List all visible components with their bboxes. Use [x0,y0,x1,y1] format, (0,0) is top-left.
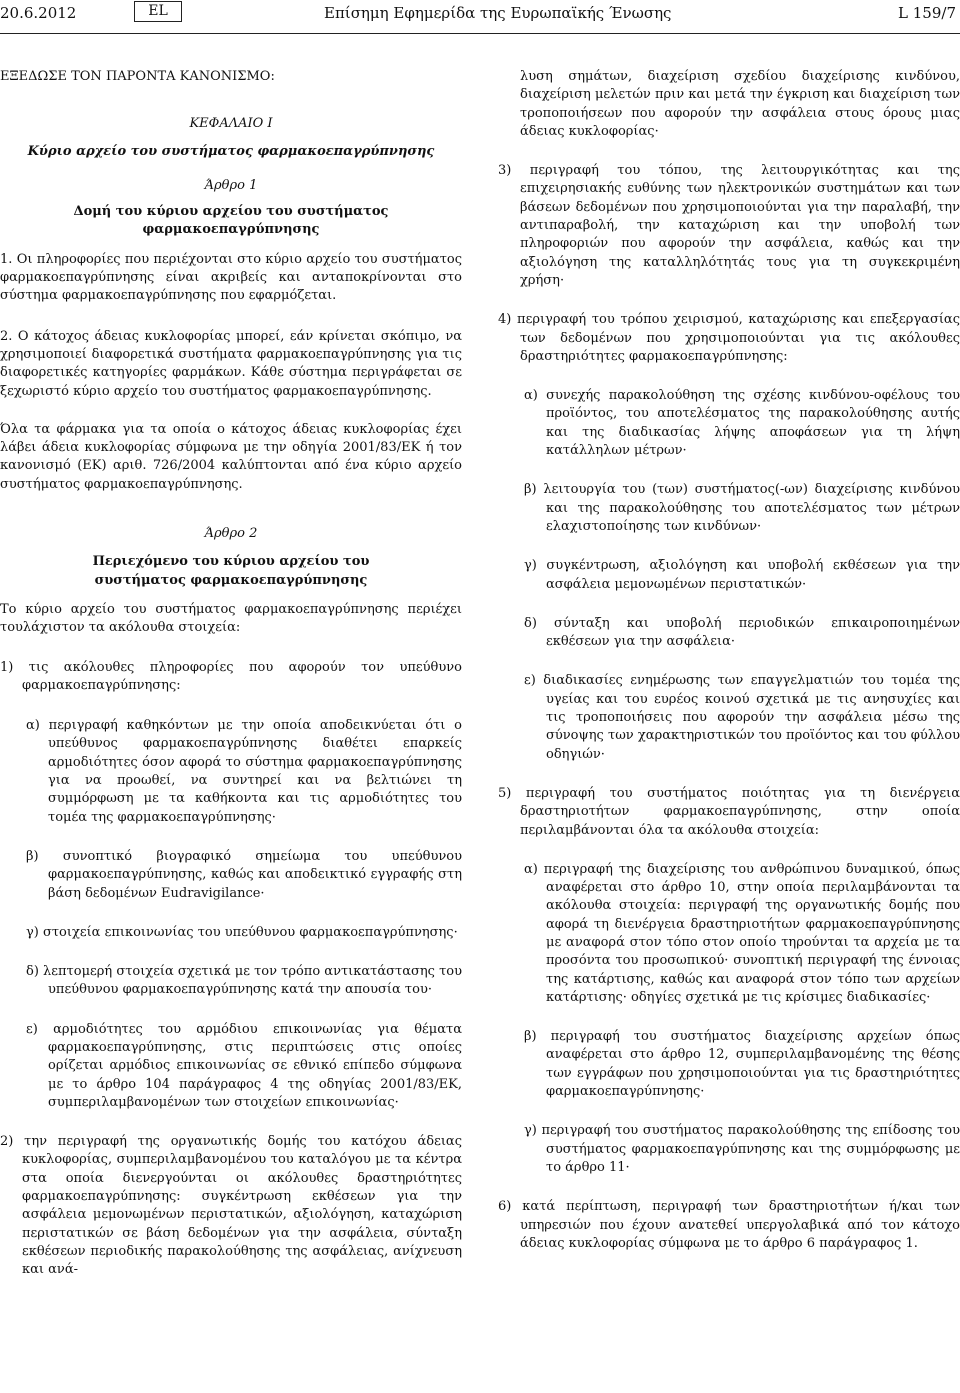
page-reference: L 159/7 [898,4,956,22]
adoption-formula: ΕΞΕΔΩΣΕ ΤΟΝ ΠΑΡΟΝΤΑ ΚΑΝΟΝΙΣΜΟ: [0,69,275,84]
list-item-2: 2) την περιγραφή της οργανωτικής δομής του κατόχου άδειας κυκλοφορίας, συμπεριλαμβανομένου του καταλόγου με τα κέντρα στα οποία διενεργούνται οι ακόλουθες δραστηριότητες φαρμακοεπαγρύπνησης: συγκέντρωση εκθέσεων για την ασφάλεια μεμονωμένων περιστατικών, αξιολόγηση, καταχώριση περιστατικών σε βάση δεδομένων για την ασφάλεια, σύνταξη εκθέσεων περιοδικής παρακολούθησης της ασφάλειας, ανίχνευση και ανά- [0,1134,462,1278]
list-item-1d: δ) λεπτομερή στοιχεία σχετικά με τον τρόπο αντικατάστασης του υπεύθυνου φαρμακοεπαγρύπνησης κατά την απουσία του· [26,964,462,998]
list-item-6: 6) κατά περίπτωση, περιγραφή των δραστηριοτήτων ή/και των υπηρεσιών που έχουν ανατεθεί υπεργολαβικά από τον κάτοχο άδειας κυκλοφορίας σύμφωνα με το άρθρο 6 παράγραφος 1. [498,1199,960,1251]
article-1-paragraph-3: Όλα τα φάρμακα για τα οποία ο κάτοχος άδειας κυκλοφορίας έχει λάβει άδεια κυκλοφορίας σύμφωνα με την οδηγία 2001/83/ΕΚ ή τον κανονισμό (ΕΚ) αριθ. 726/2004 καλύπτονται από ένα κύριο αρχείο συστήματος φαρμακοεπαγρύπνησης. [0,421,462,492]
article-1-title: Δομή του κύριου αρχείου του συστήματος φαρμακοεπαγρύπνησης [73,204,389,238]
right-column [498,68,960,1253]
article-2-label: Άρθρο 2 [204,526,258,542]
chapter-title: Κύριο αρχείο του συστήματος φαρμακοεπαγρύπνησης [27,143,435,159]
publication-date: 20.6.2012 [0,4,77,22]
list-item-4b: β) λειτουργία του (των) συστήματος(-ων) διαχείρισης κινδύνου και της παρακολούθησης του αποτελέσματος των μέτρων ελαχιστοποίησης των κινδύνων· [524,482,960,534]
list-item-1a: α) περιγραφή καθηκόντων με την οποία αποδεικνύεται ότι ο υπεύθυνος φαρμακοεπαγρύπνησης διαθέτει επαρκείς αρμοδιότητες όσον αφορά το σύστημα φαρμακοεπαγρύπνησης για να προωθεί, να συντηρεί και να βελτιώνει τη συμμόρφωση με τα καθήκοντα και τις αρμοδιότητες του τομέα της φαρμακοεπαγρύπνησης· [26,718,462,825]
left-column [0,68,462,1280]
list-item-5c: γ) περιγραφή του συστήματος παρακολούθησης της επίδοσης του συστήματος φαρμακοεπαγρύπνησης και της συμμόρφωσης με το άρθρο 11· [524,1123,960,1175]
chapter-label: ΚΕΦΑΛΑΙΟ I [189,116,273,132]
list-item-1e: ε) αρμοδιότητες του αρμόδιου επικοινωνίας για θέματα φαρμακοεπαγρύπνησης, στις περιπτώσεις στις οποίες ορίζεται αρμόδιος επικοινωνίας σε εθνικό επίπεδο σύμφωνα με το άρθρο 104 παράγραφος 4 της οδηγίας 2001/83/ΕΚ, συμπεριλαμβανομένων των στοιχείων επικοινωνίας· [26,1021,462,1110]
article-1-paragraph-1: 1. Οι πληροφορίες που περιέχονται στο κύριο αρχείο του συστήματος φαρμακοεπαγρύπνησης είναι ακριβείς και ανταποκρίνονται στο σύστημα φαρμακοεπαγρύπνησης που εφαρμόζεται. [0,251,462,304]
list-item-4c: γ) συγκέντρωση, αξιολόγηση και υποβολή εκθέσεων για την ασφάλεια μεμονωμένων περιστατικών· [524,558,960,592]
list-item-1b: β) συνοπτικό βιογραφικό σημείωμα του υπεύθυνου φαρμακοεπαγρύπνησης, καθώς και αποδεικτικό εγγραφής στη βάση δεδομένων Eudravigilance· [26,848,462,901]
list-item-4d: δ) σύνταξη και υποβολή περιοδικών επικαιροποιημένων εκθέσεων για την ασφάλεια· [524,615,960,650]
list-item-1: 1) τις ακόλουθες πληροφορίες που αφορούν τον υπεύθυνο φαρμακοεπαγρύπνησης: [0,659,462,693]
article-1-paragraph-2: 2. Ο κάτοχος άδειας κυκλοφορίας μπορεί, εάν κρίνεται σκόπιμο, να χρησιμοποιεί διαφορετικά συστήματα φαρμακοεπαγρύπνησης για τις διαφορετικές κατηγορίες φαρμάκων. Κάθε σύστημα περιγράφεται σε ξεχωριστό κύριο αρχείο του συστήματος φαρμακοεπαγρύπνησης. [0,328,462,399]
journal-header [0,0,960,40]
list-item-5: 5) περιγραφή του συστήματος ποιότητας για τη διενέργεια δραστηριοτήτων φαρμακοεπαγρύπνησης, στην οποία περιλαμβάνονται όλα τα ακόλουθα στοιχεία: [498,785,960,838]
list-item-5a: α) περιγραφή της διαχείρισης του ανθρώπινου δυναμικού, όπως αναφέρεται στο άρθρο 10, στην οποία περιλαμβάνονται τα ακόλουθα στοιχεία: περιγραφή της οργανωτικής δομής που αφορά τη διενέργεια δραστηριοτήτων φαρμακοεπαγρύπνησης με αναφορά στον τόπο στον οποίο τηρούνται τα αρχεία με τα προσόντα του προσωπικού· συνοπτική περιγραφή της έννοιας της κατάρτισης, καθώς και αναφορά στον τόπο των αρχείων κατάρτισης· οδηγίες σχετικά με τις κρίσιμες διαδικασίες· [524,861,960,1005]
list-item-1c: γ) στοιχεία επικοινωνίας του υπεύθυνου φαρμακοεπαγρύπνησης· [26,924,458,940]
list-item-4e: ε) διαδικασίες ενημέρωσης των επαγγελματιών του τομέα της υγείας και του ευρέος κοινού σχετικά με τις ανησυχίες και τις τροποποιήσεις που αφορούν την ασφάλεια μέσω της σύνοψης των χαρακτηριστικών του προϊόντος και του φύλλου οδηγιών· [524,673,960,762]
journal-title: Επίσημη Εφημερίδα της Ευρωπαϊκής Ένωσης [324,4,672,22]
list-item-3: 3) περιγραφή του τόπου, της λειτουργικότητας και της επιχειρησιακής ευθύνης των ηλεκτρονικών συστημάτων και των βάσεων δεδομένων που χρησιμοποιούνται για την παραλαβή, την αντιπαραβολή, την καταχώριση και την υποβολή των πληροφοριών που αφορούν την ασφάλεια, καθώς και την αξιολόγηση της καταλληλότητάς τους για τη συγκεκριμένη χρήση· [498,163,960,288]
header-rule [0,33,960,34]
language-badge: EL [134,1,182,22]
article-1-label: Άρθρο 1 [204,177,258,193]
list-item-4: 4) περιγραφή του τρόπου χειρισμού, καταχώρισης και επεξεργασίας των δεδομένων που χρησιμοποιούνται για τις ακόλουθες δραστηριότητες φαρμακοεπαγρύπνησης: [498,312,960,364]
list-item-2-continued: λυση σημάτων, διαχείριση σχεδίου διαχείρισης κινδύνου, διαχείριση μελετών πριν και μετά την έγκριση και διαχείριση των τροποποιήσεων που αφορούν την ασφάλεια στους όρους μιας άδειας κυκλοφορίας· [520,69,960,139]
list-item-4a: α) συνεχής παρακολούθηση της σχέσης κινδύνου-οφέλους του προϊόντος, του αποτελέσματος της παρακολούθησης αυτής και της διαδικασίας λήψης αποφάσεων για τη λήψη κατάλληλων μέτρων· [524,388,960,459]
article-2-intro: Το κύριο αρχείο του συστήματος φαρμακοεπαγρύπνησης περιέχει τουλάχιστον τα ακόλουθα στοιχεία: [0,601,462,636]
article-2-title: Περιεχόμενο του κύριου αρχείου του συστήματος φαρμακοεπαγρύπνησης [92,554,370,588]
list-item-5b: β) περιγραφή του συστήματος διαχείρισης αρχείων όπως αναφέρεται στο άρθρο 12, συμπεριλαμβανομένης της θέσης των εγγράφων που χρησιμοποιούνται για τις δραστηριότητες φαρμακοεπαγρύπνησης· [524,1029,960,1100]
